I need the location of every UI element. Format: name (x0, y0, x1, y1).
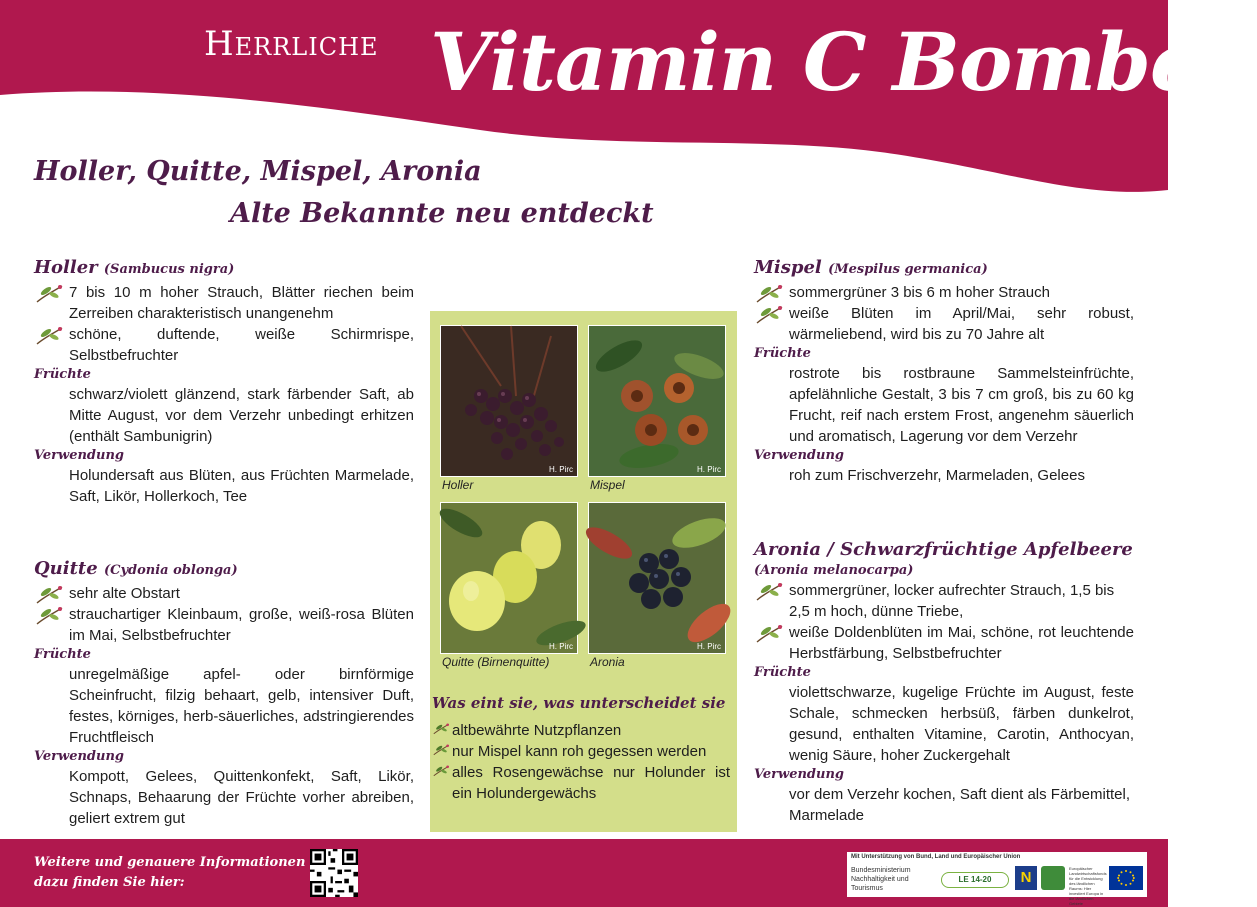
holler-use-text: Holundersaft aus Blüten, aus Früchten Marmelade, Saft, Likör, Hollerkoch, Tee (69, 467, 414, 505)
subtitle-line1: Holler, Quitte, Mispel, Aronia (34, 156, 482, 187)
holler-heading: Holler (Sambucus nigra) (34, 257, 235, 278)
header-title-small: Herrliche (204, 24, 379, 64)
list-item: sehr alte Obstart (34, 583, 414, 604)
herb-sprig-icon (34, 604, 64, 628)
aronia-use-text: vor dem Verzehr kochen, Saft dient als Färbemittel, Marmelade (789, 786, 1130, 824)
herb-sprig-icon (754, 622, 784, 646)
quitte-use-text: Kompott, Gelees, Quittenkonfekt, Saft, Likör, Schnaps, Behaarung der Früchte vorher abreiben, geliert extrem gut (69, 768, 414, 827)
list-item: sommergrüner 3 bis 6 m hoher Strauch (754, 282, 1134, 303)
list-item: weiße Doldenblüten im Mai, schöne, rot leuchtende Herbstfärbung, Selbstbefruchter (754, 622, 1134, 664)
herb-sprig-icon (34, 282, 64, 306)
herb-sprig-icon (432, 762, 450, 780)
aronia-latin: (Aronia melanocarpa) (754, 563, 914, 578)
holler-photo: H. Pirc (440, 325, 578, 477)
mispel-heading: Mispel (Mespilus germanica) (754, 257, 988, 278)
quitte-use-label: Verwendung (34, 749, 125, 764)
caption-aronia: Aronia (590, 655, 625, 669)
herb-sprig-icon (432, 741, 450, 759)
herb-sprig-icon (432, 720, 450, 738)
list-item: altbewährte Nutzpflanzen (432, 720, 730, 741)
mispel-use-text: roh zum Frischverzehr, Marmeladen, Gelees (789, 467, 1085, 484)
quitte-fruits-label: Früchte (34, 647, 91, 662)
list-item: 7 bis 10 m hoher Strauch, Blätter riechen beim Zerreiben charakteristisch unangenehm (34, 282, 414, 324)
section-mispel (754, 256, 1134, 486)
caption-quitte: Quitte (Birnenquitte) (442, 655, 550, 669)
caption-holler: Holler (442, 478, 474, 492)
sponsor-logos: Mit Unterstützung von Bund, Land und Europäischer Union Bundesministerium Nachhaltigkeit und Tourismus LE 14-20 N Europäischer Landwirtschaftsfonds für die Entwicklung des ländlichen Raums: Hier investiert Europa in die ländlichen Gebiete (847, 852, 1147, 897)
herb-sprig-icon (754, 303, 784, 327)
holler-fruits-text: schwarz/violett glänzend, stark färbender Saft, ab Mitte August, vor dem Verzehr unbedingt erhitzen (enthält Sambunigrin) (69, 386, 414, 445)
list-item: sommergrüner, locker aufrechter Strauch, 1,5 bis 2,5 m hoch, dünne Triebe, (754, 580, 1134, 622)
caption-mispel: Mispel (590, 478, 625, 492)
herb-sprig-icon (754, 580, 784, 604)
leader-logo (1041, 866, 1065, 890)
compare-box-list (432, 720, 730, 804)
mispel-use-label: Verwendung (754, 448, 845, 463)
le-14-20-logo: LE 14-20 (941, 872, 1009, 888)
section-quitte (34, 557, 414, 829)
aronia-fruits-text: violettschwarze, kugelige Früchte im August, feste Schale, schmecken herbsüß, färben dunkelrot, gesund, enthalten Vitamine, Carotin, Anthocyan, wenig Säure, hoher Zuckergehalt (789, 684, 1134, 764)
list-item: weiße Blüten im April/Mai, sehr robust, wärmeliebend, wird bis zu 70 Jahre alt (754, 303, 1134, 345)
compare-box-title: Was eint sie, was unterscheidet sie (432, 694, 726, 712)
list-item: nur Mispel kann roh gegessen werden (432, 741, 730, 762)
quitte-fruits-text: unregelmäßige apfel- oder birnförmige Scheinfrucht, filzig behaart, gelb, intensiver Duft, festes, körniges, herb-säuerliches, adstringierendes Fruchtfleisch (69, 666, 414, 746)
mispel-fruits-label: Früchte (754, 346, 811, 361)
list-item: alles Rosengewächse nur Holunder ist ein Holundergewächs (432, 762, 730, 804)
footer-info-text: Weitere und genauere Informationen dazu finden Sie hier: (34, 855, 306, 890)
herb-sprig-icon (34, 324, 64, 348)
list-item: schöne, duftende, weiße Schirmrispe, Selbstbefruchter (34, 324, 414, 366)
header-title: Vitamin C Bomben (430, 15, 1257, 109)
section-aronia (754, 538, 1134, 826)
aronia-photo: H. Pirc (588, 502, 726, 654)
qr-code[interactable] (310, 849, 358, 897)
section-holler (34, 256, 414, 507)
subtitle-line2: Alte Bekannte neu entdeckt (230, 198, 654, 229)
lower-austria-logo: N (1015, 866, 1037, 890)
eafrd-text: Europäischer Landwirtschaftsfonds für die Entwicklung des ländlichen Raums: Hier investiert Europa in die ländlichen Gebiete (1069, 866, 1107, 906)
quitte-photo: H. Pirc (440, 502, 578, 654)
ministry-logo: Bundesministerium Nachhaltigkeit und Tourismus (851, 867, 911, 892)
list-item: strauchartiger Kleinbaum, große, weiß-rosa Blüten im Mai, Selbstbefruchter (34, 604, 414, 646)
aronia-use-label: Verwendung (754, 767, 845, 782)
quitte-heading: Quitte (Cydonia oblonga) (34, 558, 238, 579)
holler-use-label: Verwendung (34, 448, 125, 463)
mispel-fruits-text: rostrote bis rostbraune Sammelsteinfrüchte, apfelähnliche Gestalt, 3 bis 7 cm groß, bis zu 60 kg Frucht, reif nach erstem Frost, angenehm säuerlich und aromatisch, Lagerung vor dem Verzehr (789, 365, 1134, 445)
eu-flag-icon (1109, 866, 1143, 890)
holler-fruits-label: Früchte (34, 367, 91, 382)
footer-bar (0, 839, 1168, 907)
aronia-fruits-label: Früchte (754, 665, 811, 680)
mispel-photo: H. Pirc (588, 325, 726, 477)
aronia-heading: Aronia / Schwarzfrüchtige Apfelbeere (754, 539, 1133, 560)
